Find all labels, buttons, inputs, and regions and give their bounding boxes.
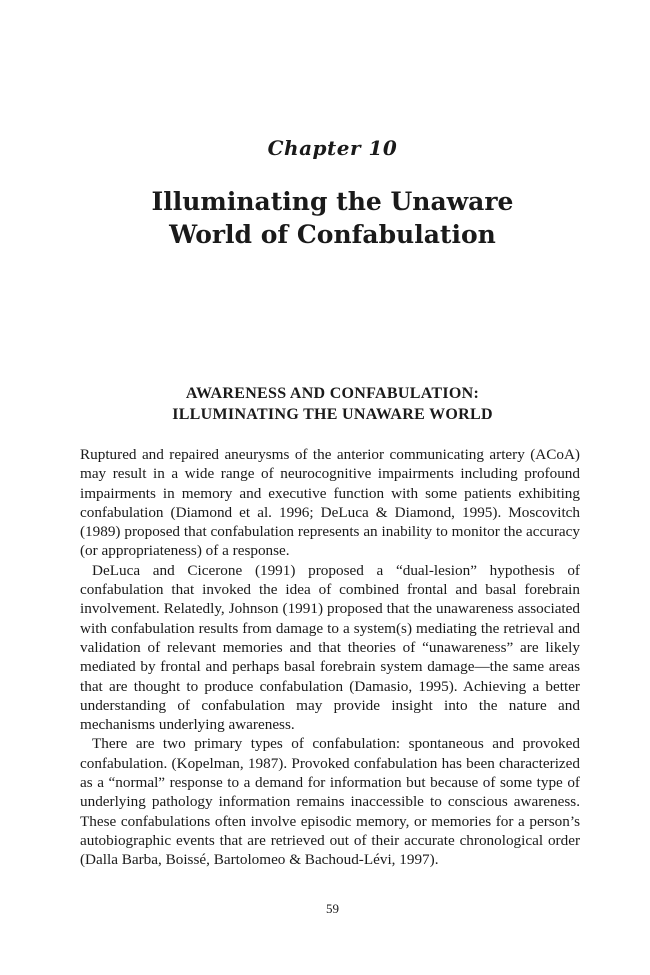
chapter-title-line-1: Illuminating the Unaware bbox=[151, 187, 514, 216]
chapter-title bbox=[0, 185, 650, 251]
paragraph-1: Ruptured and repaired aneurysms of the anterior communicating artery (ACoA) may result in a wide range of neurocognitive impairments including profound impairments in memory and executive function with some patients exhibiting confabulation (Diamond et al. 1996; DeLuca & Diamond, 1995). Moscovitch (1989) proposed that confabulation represents an inability to monitor the accuracy (or appropriateness) of a response. bbox=[80, 446, 580, 560]
chapter-title-line-2: World of Confabulation bbox=[169, 220, 496, 249]
paragraph-2: DeLuca and Cicerone (1991) proposed a “dual-lesion” hypothesis of confabulation that invoked the idea of combined frontal and basal forebrain involvement. Relatedly, Johnson (1991) proposed that the unawareness associated with confabulation results from damage to a system(s) mediating the retrieval and validation of relevant memories and that theories of “unawareness” are likely mediated by frontal and perhaps basal forebrain system damage—the same areas that are thought to produce confabulation (Damasio, 1995). Achieving a better understanding of confabulation may provide insight into the nature and mechanisms underlying awareness. bbox=[80, 561, 580, 734]
section-heading-line-1: AWARENESS AND CONFABULATION: bbox=[185, 385, 480, 402]
chapter-number: Chapter 10 bbox=[267, 136, 398, 160]
page-number: 59 bbox=[326, 901, 339, 916]
paragraph-3: There are two primary types of confabulation: spontaneous and provoked confabulation. (Kopelman, 1987). Provoked confabulation has been characterized as a “normal” response to a demand for information but because of some type of underlying pathology information remains inaccessible to conscious awareness. These confabulations often involve episodic memory, or memories for a person’s autobiographic events that are retrieved out of their accurate chronological order (Dalla Barba, Boissé, Bartolomeo & Bachoud-Lévi, 1997). bbox=[80, 735, 580, 869]
section-heading-line-2: ILLUMINATING THE UNAWARE WORLD bbox=[172, 406, 493, 423]
body-text bbox=[80, 445, 580, 870]
section-heading bbox=[0, 383, 650, 425]
